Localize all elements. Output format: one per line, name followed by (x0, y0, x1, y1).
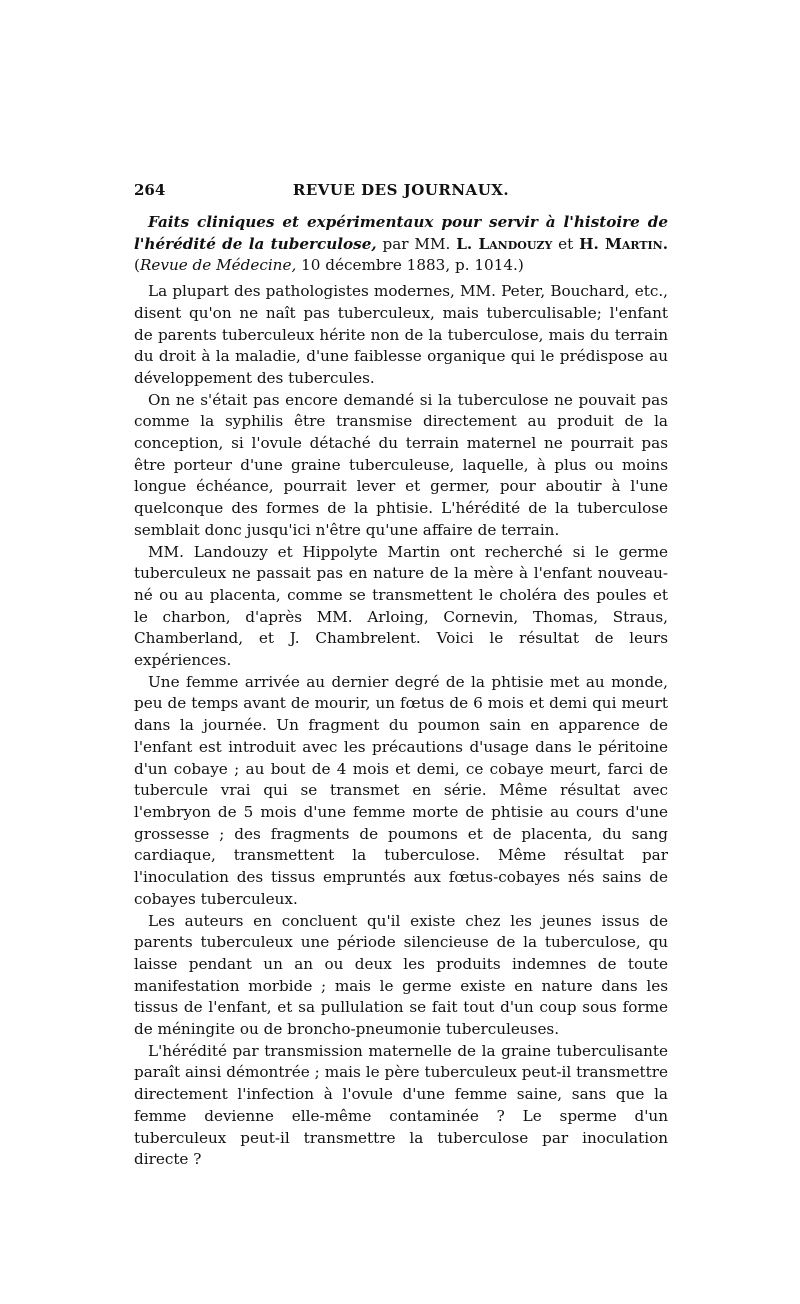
paragraph-2: On ne s'était pas encore demandé si la tuberculose ne pouvait pas comme la syphilis être transmise directement au produit de la conception, si l'ovule détaché du terrain maternel ne pourrait pas être porteur d'une graine tuberculeuse, laquelle, à plus ou moins longue échéance, pourrait lever et germer, pour aboutir à l'une quelconque des formes de la phtisie. L'hérédité de la tuberculose semblait donc jusqu'ici n'être qu'une affaire de terrain. (134, 390, 668, 539)
author-landouzy: L. Landouzy (456, 234, 553, 253)
running-title: REVUE DES JOURNAUX. (292, 181, 510, 199)
paragraph-1: La plupart des pathologistes modernes, MM. Peter, Bouchard, etc., disent qu'on ne naît pas tuberculeux, mais tuberculisable; l'enfant de parents tuberculeux hérite non de la tuberculose, mais du terrain du droit à la maladie, d'une faiblesse organique qui le prédispose au développement des tubercules. (134, 282, 668, 387)
journal-name: Revue de Médecine, (139, 256, 297, 275)
paragraph-4: Une femme arrivée au dernier degré de la phtisie met au monde, peu de temps avant de mourir, un fœtus de 6 mois et demi qui meurt dans la journée. Un fragment du poumon sain en apparence de l'enfant est introduit avec les précautions d'usage dans le péritoine d'un cobaye ; au bout de 4 mois et demi, ce cobaye meurt, farci de tubercule vrai qui se transmet en série. Même résultat avec l'embryon de 5 mois d'une femme morte de phtisie au cours d'une grossesse ; des fragments de poumons et de placenta, du sang cardiaque, transmettent la tuberculose. Même résultat par l'inoculation des tissus empruntés aux fœtus-cobayes nés sains de cobayes tuberculeux. (134, 672, 668, 908)
author-martin: H. Martin. (579, 234, 669, 253)
article-by: par MM. (382, 234, 451, 253)
page-header (134, 178, 668, 204)
article-title: Faits cliniques et expérimentaux pour servir à l'histoire de l'hérédité de la tuberculose, (134, 213, 668, 253)
journal-page (134, 178, 668, 1171)
paragraph-6: L'hérédité par transmission maternelle de la graine tuberculisante paraît ainsi démontrée ; mais le père tuberculeux peut-il transmettre directement l'infection à l'ovule d'une femme saine, sans que la femme devienne elle-même contaminée ? Le sperme d'un tuberculeux peut-il transmettre la tuberculose par inoculation directe ? (134, 1041, 668, 1169)
article-source: Faits cliniques et expérimentaux pour servir à l'histoire de l'hérédité de la tuberculose, par MM. L. Landouzy et H. Martin. (Revue de Médecine, 10 décembre 1883, p. 1014.) (134, 213, 669, 275)
page-number: 264 (134, 181, 166, 199)
author-conjunction: et (558, 234, 574, 253)
paragraph-3: MM. Landouzy et Hippolyte Martin ont recherché si le germe tuberculeux ne passait pas en nature de la mère à l'enfant nouveau-né ou au placenta, comme se transmettent le choléra des poules et le charbon, d'après MM. Arloing, Cornevin, Thomas, Straus, Chamberland, et J. Chambrelent. Voici le résultat de leurs expériences. (134, 542, 668, 670)
paragraph-5: Les auteurs en concluent qu'il existe chez les jeunes issus de parents tuberculeux une période silencieuse de la tuberculose, qu laisse pendant un an ou deux les produits indemnes de toute manifestation morbide ; mais le germe existe en nature dans les tissus de l'enfant, et sa pullulation se fait tout d'un coup sous forme de méningite ou de broncho-pneumonie tuberculeuses. (134, 911, 668, 1039)
journal-citation: 10 décembre 1883, p. 1014. (301, 256, 518, 275)
